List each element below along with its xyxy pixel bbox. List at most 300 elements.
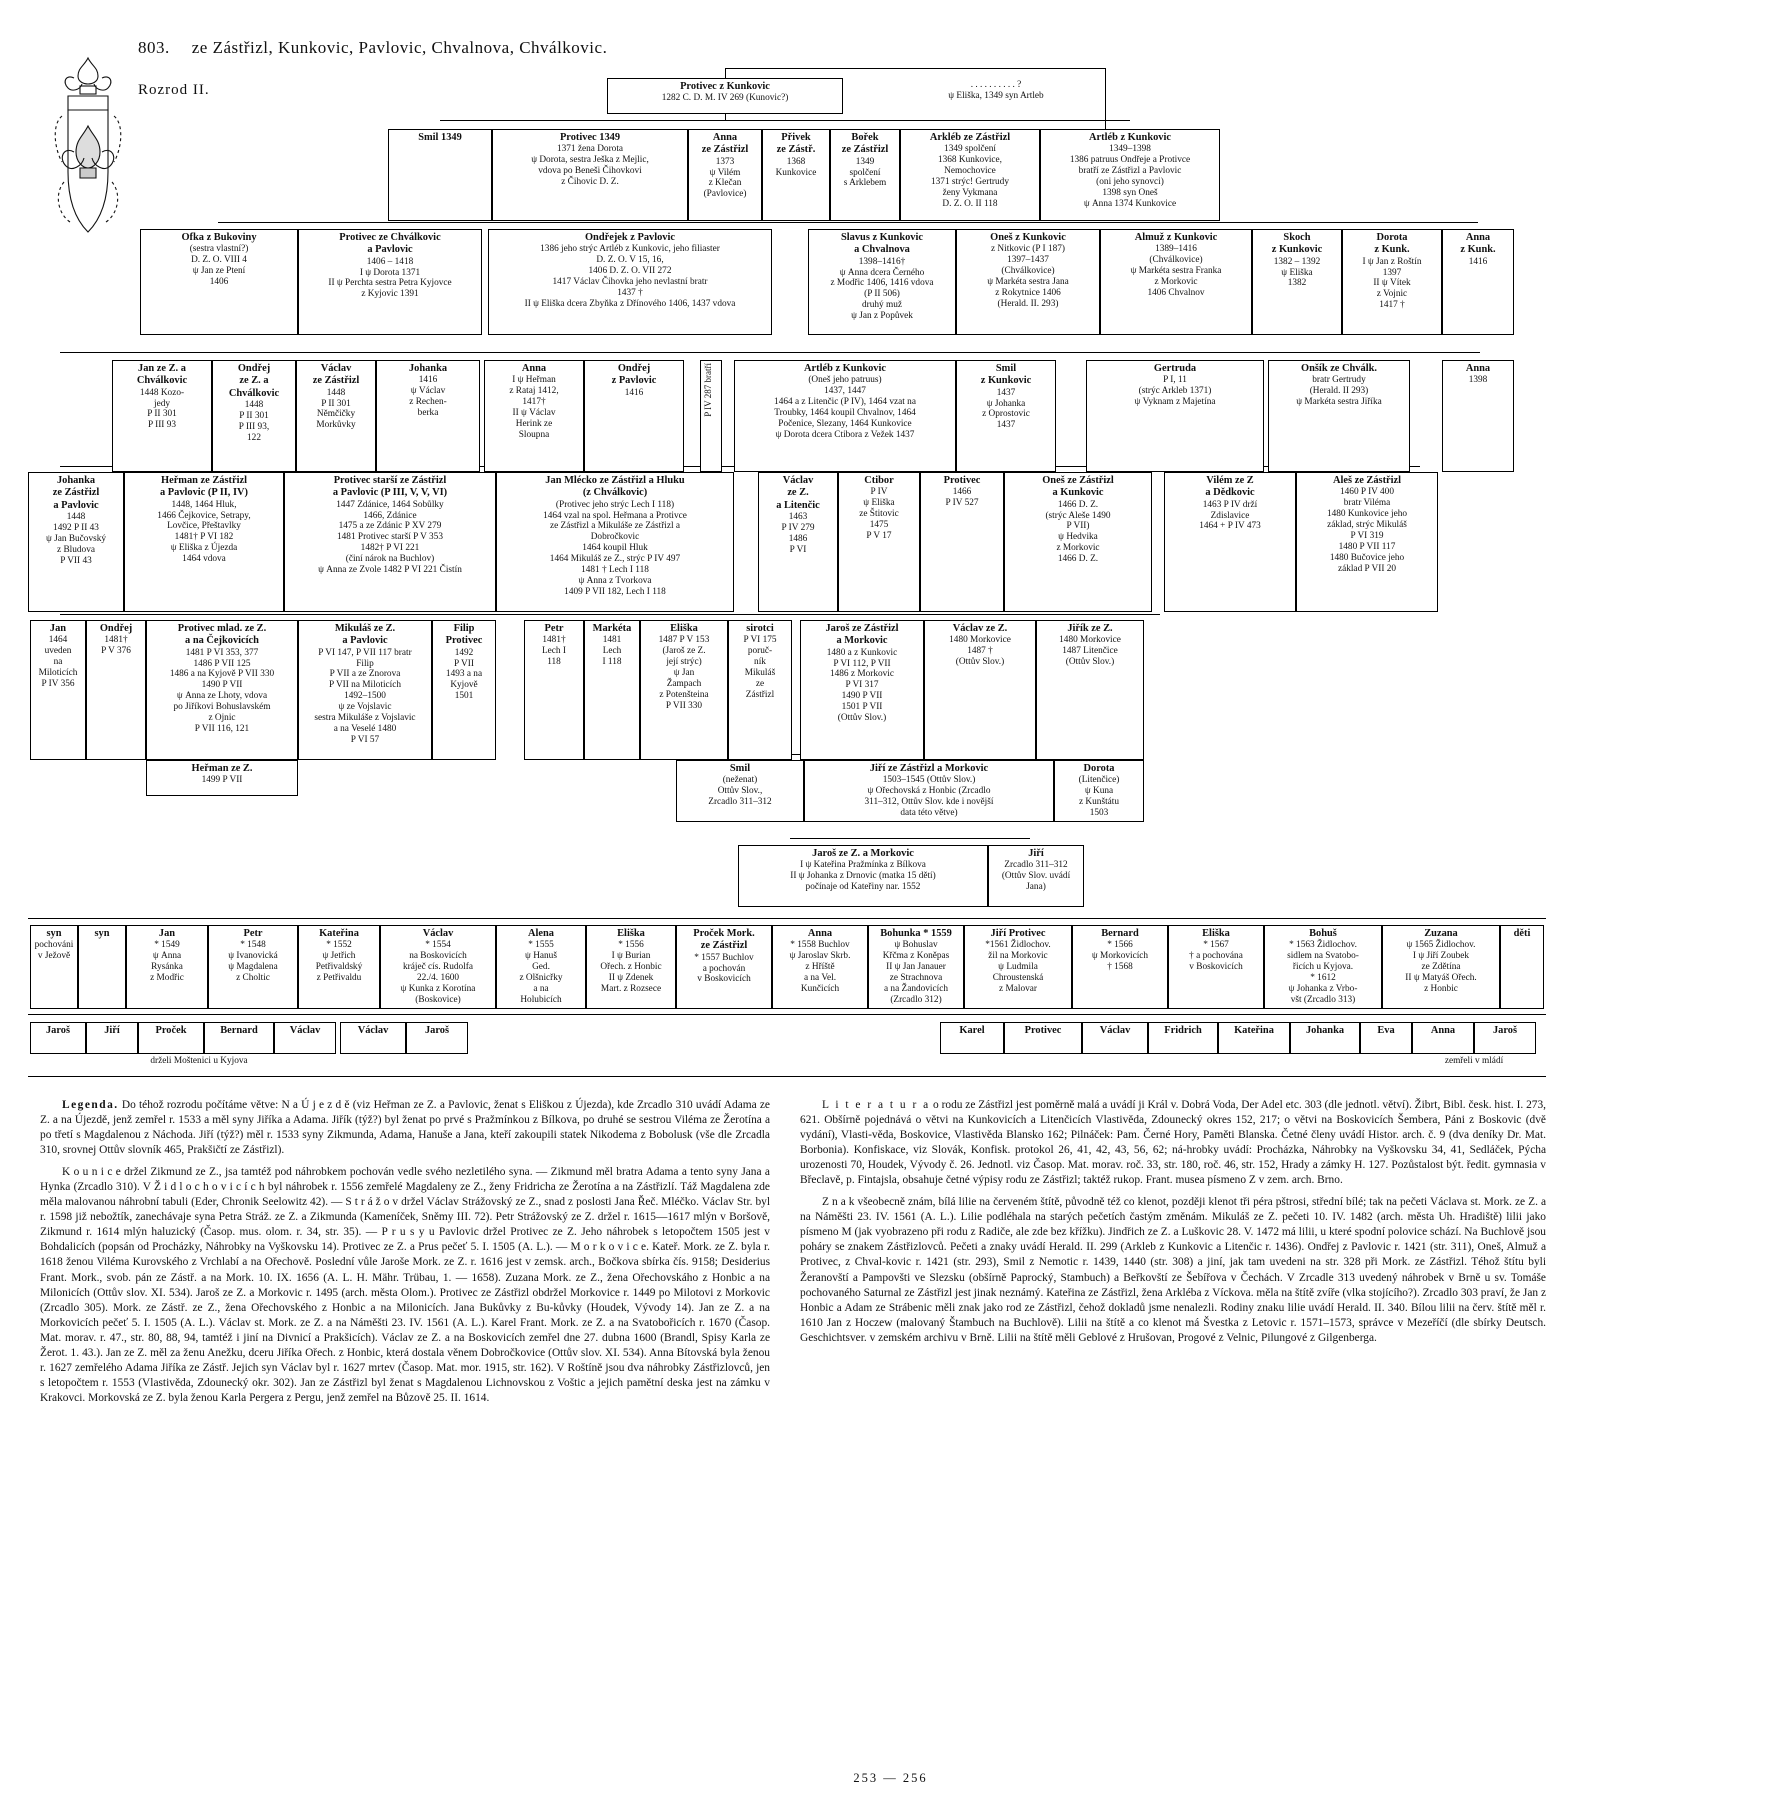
person-detail: ze Zástřizl a Mikuláše ze Zástřizl a (549, 521, 681, 532)
person-detail: P VI 112, P VII (833, 658, 891, 669)
person-detail: ψ Anna ze Zvole 1482 P VI 221 Čistín (318, 565, 462, 576)
person-name: Smil (729, 763, 751, 774)
person-name: Bohunka * 1559 (880, 928, 952, 939)
person-detail: ψ Jaroslav Skrb. (789, 951, 851, 962)
legend-paragraph: Do téhož rozrodu počítáme větve: N a Ú j e z d ě (viz Heřman ze Z. a Pavlovic, ženat s Eliškou z Újezda), kde Zrcadlo 310 uvádí Adama ze Z. a na Újezdě, jenž zemřel r. 1533 a měl syny Jiříka a Adama. Jiřík (týž?) byl ženat po prvé s Pražmínkou z Bílkova, po druhé se sestrou Viléma ze Žerotína a po třetí s Magdalenou z Náchoda. Jiří (týž?) měl r. 1533 syny Zikmunda, Adama, Hanuše a Jana, kteří zakoupili statek Nikodema z Bobolusk (vše dle Zrcadla 310, srovnej Ottův slovník 465, Prakšičtí ze Zástřizl). (40, 1099, 770, 1157)
person-name: Anna (712, 132, 738, 143)
person-box-anna_b (1412, 1022, 1474, 1054)
person-name: Jaroš (1492, 1025, 1518, 1036)
person-detail: (Ottův Slov. uvádí (1001, 871, 1071, 882)
person-detail: 1466, Zdánice (363, 510, 417, 521)
person-detail: 1493 a na (445, 669, 483, 680)
person-detail: z Modřic (150, 973, 184, 984)
person-box-johanka_pavlovic (28, 472, 124, 612)
person-detail: * 1563 Židlochov. (1289, 940, 1357, 951)
page-number: 253 — 256 (853, 1771, 928, 1785)
person-detail: P VII) (1066, 521, 1090, 532)
person-detail: 1481† (542, 635, 566, 646)
person-detail: P VII na Miloticích (328, 680, 402, 691)
person-name: ze Zástřizl (312, 375, 360, 387)
connector (790, 838, 1030, 839)
person-detail: ψ Anna 1374 Kunkovice (1083, 199, 1177, 210)
person-box-eliska1567 (1168, 925, 1264, 1009)
person-box-ctibor (838, 472, 920, 612)
person-detail: z Kunštátu (1078, 797, 1120, 808)
connector (725, 68, 1105, 69)
person-detail: ψ Eliška (863, 498, 895, 509)
person-detail: ψ Anna z Tvorkova (578, 576, 652, 587)
person-detail: I ψ Heřman (512, 375, 556, 386)
person-name: Václav (782, 475, 814, 486)
person-detail: 1282 C. D. M. IV 269 (Kunovic?) (661, 93, 789, 104)
person-detail: bratří ze Zástřizl a Pavlovic (1078, 166, 1182, 177)
person-box-vaclav_ze_zastrizl (296, 360, 376, 472)
person-detail: II ψ Johanka z Drnovic (matka 15 dětí) (790, 871, 936, 882)
person-name: Anna (1465, 363, 1491, 374)
person-detail: P V 17 (866, 531, 892, 542)
person-detail: ψ Jan Bučovský (45, 533, 107, 544)
person-detail: a na (533, 984, 549, 995)
person-detail: I ψ Jan z Roštín (1362, 256, 1422, 267)
person-name: Václav (320, 363, 352, 374)
person-detail: * 1567 (1203, 940, 1229, 951)
person-detail: (Pavlovice) (703, 189, 747, 200)
person-detail: (Chválkovice) (1001, 266, 1055, 277)
person-box-jaros_b (30, 1022, 86, 1054)
person-name: děti (1513, 928, 1531, 939)
person-name: Ondřejek z Pavlovic (584, 232, 676, 243)
person-detail: 1486 z Morkovic (829, 669, 895, 680)
person-detail: ψ Vilém (709, 167, 741, 178)
person-detail: 1480 a z Kunkovic (826, 647, 898, 658)
person-detail: * 1612 (1310, 973, 1336, 984)
person-detail: na Boskovicích (409, 951, 467, 962)
person-detail: 1466 Čejkovice, Setrapy, (157, 510, 251, 521)
person-box-eva_b (1360, 1022, 1412, 1054)
person-detail: ψ Ludmila (998, 962, 1038, 973)
person-name: a Pavlovic (367, 244, 413, 256)
person-detail: † 1568 (1107, 962, 1133, 973)
connector (725, 68, 726, 78)
person-detail: Lech (602, 646, 622, 657)
person-detail: † a pochována (1189, 951, 1243, 962)
person-name: Skoch (1283, 232, 1311, 243)
person-detail: 1373 (715, 156, 735, 167)
person-name: Eva (1377, 1025, 1395, 1036)
person-detail: 1406 D. Z. O. VII 272 (588, 266, 672, 277)
person-detail: (činí nárok na Buchlov) (345, 554, 435, 565)
person-detail: 1503–1545 (Ottův Slov.) (882, 775, 976, 786)
person-detail: (Ottův Slov.) (955, 657, 1005, 668)
person-detail: P IV 527 (945, 498, 979, 509)
person-name: Smil (995, 363, 1017, 374)
person-box-petr1481 (524, 620, 584, 760)
person-detail: Filip (356, 658, 374, 669)
person-detail: (Ottův Slov.) (837, 713, 887, 724)
person-detail: *1561 Židlochov. (985, 940, 1051, 951)
person-detail: 1466 (952, 487, 972, 498)
person-detail: vdova po Beneši Čihovkovi (538, 166, 642, 177)
person-detail: data této větve) (900, 808, 958, 819)
person-detail: a na Veselé 1480 (333, 724, 397, 735)
person-detail: ψ Kuna (1084, 786, 1114, 797)
rozrod-label: Rozrod II. (138, 82, 210, 98)
person-detail: základ, strýc Mikuláš (1327, 520, 1407, 531)
person-detail: 1371 strýc! Gertrudy (931, 177, 1009, 188)
person-name: Slavus z Kunkovic (841, 232, 923, 243)
divider (28, 1014, 1546, 1015)
person-detail: z Nitkovic (P I 187) (990, 244, 1066, 255)
person-name: Arkléb ze Zástřizl (929, 132, 1011, 143)
person-detail: z Potenšteina (659, 690, 709, 701)
person-name: Protivec (943, 475, 981, 486)
person-name: Anna (1465, 232, 1491, 243)
person-name: Heřman ze Z. (191, 763, 253, 774)
person-box-vaclav1554 (380, 925, 496, 1009)
person-name: Johanka (408, 363, 448, 374)
person-detail: z Olšnicřky (519, 973, 563, 984)
person-name: sirotci (746, 623, 774, 634)
person-detail: (Ottův Slov.) (1065, 657, 1115, 668)
person-name: Jaroš (424, 1025, 450, 1036)
person-name: Petr (243, 928, 263, 939)
person-detail: ze Strachnova (889, 973, 943, 984)
connector (60, 614, 1160, 615)
person-box-arkleb_zastrizl (900, 129, 1040, 221)
person-name: Heřman ze Zástřizl (161, 475, 247, 486)
person-detail: P IV (870, 487, 888, 498)
person-box-jan_ze_z (112, 360, 212, 472)
person-detail: Petřivaldský (315, 962, 363, 973)
person-detail: 1464 vdova (182, 554, 226, 565)
person-detail: 1437 † (617, 288, 643, 299)
person-detail: 1486 a na Kyjově P VII 330 (169, 669, 275, 680)
person-name: Dorota (1083, 763, 1115, 774)
person-detail: Ořech. z Honbic (600, 962, 662, 973)
person-detail: 1397 (1382, 267, 1402, 278)
person-detail: základ P VII 20 (1337, 564, 1397, 575)
person-box-vaclav_b3 (1082, 1022, 1148, 1054)
person-name: a Morkovic (836, 635, 888, 647)
person-box-smil_nezenat (676, 760, 804, 822)
person-name: Kateřina (319, 928, 359, 939)
person-name: Anna (807, 928, 833, 939)
person-detail: 1501 P VII (841, 702, 883, 713)
legend-right (800, 1098, 1546, 1353)
person-detail: Lovčice, Přeštavlky (167, 521, 241, 532)
person-detail: ψ Jan (673, 668, 695, 679)
person-box-ondrejek (488, 229, 772, 335)
vertical-note: P IV 287 bratří (703, 363, 713, 417)
person-name: ze Z. a (239, 375, 269, 387)
person-detail: Zrcadlo 311–312 (1004, 860, 1068, 871)
person-detail: P VI 319 (1350, 531, 1384, 542)
person-box-almuz (1100, 229, 1252, 335)
person-box-dots_eliska (890, 78, 1102, 114)
person-detail: (strýc Arkleb 1371) (1138, 386, 1212, 397)
person-name: Vilém ze Z (1206, 475, 1254, 486)
person-detail: ψ Dorota, sestra Ješka z Mejlic, (531, 155, 649, 166)
person-name: Ondřej (617, 363, 651, 374)
person-detail: P VII 330 (665, 701, 703, 712)
person-detail: 1448 Kozo- (139, 387, 185, 398)
person-detail: 1448 (66, 511, 86, 522)
person-name: Artléb z Kunkovic (804, 363, 886, 374)
person-name: Ondřej (99, 623, 133, 634)
person-detail: ψ Anna ze Lhoty, vdova (176, 691, 268, 702)
person-detail: 1398 syn Oneš (1102, 188, 1158, 199)
person-detail: 1480 P VII 117 (1338, 542, 1396, 553)
person-box-slavus (808, 229, 956, 335)
person-detail: 1463 P IV drží (1202, 499, 1258, 510)
person-detail: * 1558 Buchlov (790, 940, 850, 951)
person-detail: D. Z. O. II 118 (942, 199, 998, 210)
person-box-anna_herman (484, 360, 584, 472)
person-detail: II ψ Jan Janauer (886, 962, 946, 973)
person-box-dorota_litencice (1054, 760, 1144, 822)
person-box-anna1558 (772, 925, 868, 1009)
person-detail: ψ 1565 Židlochov. (1406, 940, 1476, 951)
person-detail: 1382 – 1392 (1273, 256, 1321, 267)
person-name: Smil 1349 (418, 132, 462, 143)
person-name: Proček Mork. (693, 928, 755, 939)
person-box-privek (762, 129, 830, 221)
person-detail: P VI 317 (845, 680, 879, 691)
person-detail: P VI 147, P VII 117 bratr (318, 647, 412, 658)
connector (60, 352, 1480, 353)
person-box-ones_kunkovic2 (1004, 472, 1152, 612)
person-detail: 1448, 1464 Hluk, (171, 499, 237, 510)
person-detail: z Petřivaldu (316, 973, 362, 984)
person-detail: drželi Moštenici u Kyjova (150, 1056, 248, 1066)
person-detail: Ged. (532, 962, 550, 973)
person-detail: 1464 a z Litenčic (P IV), 1464 vzat na (774, 397, 916, 408)
person-box-jaros_b2 (406, 1022, 468, 1054)
person-detail: 1503 (1089, 808, 1109, 819)
person-box-onsik (1268, 360, 1410, 472)
person-name: Václav ze Z. (952, 623, 1008, 634)
person-name: Václav (289, 1025, 321, 1036)
person-name: Filip (453, 623, 475, 634)
person-name: Johanka (1305, 1025, 1345, 1036)
person-box-sirotci (728, 620, 792, 760)
person-name: ze Zástřizl (700, 940, 748, 952)
person-detail: spolčení (849, 167, 881, 178)
person-detail: II ψ Eliška dcera Zbyňka z Dřínového 1406, 1437 vdova (524, 299, 736, 310)
person-box-eliska1556 (586, 925, 676, 1009)
person-detail: 1490 P VII (841, 691, 883, 702)
person-detail: ψ Jetřich (322, 951, 356, 962)
person-detail: P III 93, (238, 421, 270, 432)
person-detail: 1437 (996, 387, 1016, 398)
person-detail: 1406 (209, 277, 229, 288)
person-detail: v Boskovicích (1189, 962, 1243, 973)
person-detail: z Čihovic D. Z. (561, 177, 619, 188)
person-box-filip_protivec (432, 620, 496, 760)
person-name: Jiří ze Zástřizl a Morkovic (869, 763, 989, 774)
person-detail: 1417 † (1379, 300, 1405, 311)
person-detail: z Vojnic (1376, 289, 1408, 300)
person-name: a Pavlovic (342, 635, 388, 647)
person-detail: * 1556 (618, 940, 644, 951)
person-box-ales_zastrizl (1296, 472, 1438, 612)
person-name: Oneš z Kunkovic (990, 232, 1066, 243)
divider (28, 918, 1546, 919)
person-detail: 1464 Mikuláš ze Z., strýc P IV 497 (549, 554, 681, 565)
person-detail: P VII 116, 121 (194, 724, 250, 735)
person-name: Přivek (781, 132, 811, 143)
person-detail: na (53, 657, 63, 668)
person-detail: uveden (44, 646, 72, 657)
person-box-herman1499 (146, 760, 298, 796)
person-detail: bratr Gertrudy (1312, 375, 1366, 386)
person-detail: řicích u Kyjova. (1292, 962, 1354, 973)
person-box-ondrej_ze_z (212, 360, 296, 472)
person-detail: 1416 (1468, 256, 1488, 267)
person-detail: 1386 jeho strýc Artléb z Kunkovic, jeho filiaster (540, 244, 720, 255)
person-detail: I ψ Burian (611, 951, 651, 962)
person-detail: 1448 (244, 399, 264, 410)
person-box-jan1464 (30, 620, 86, 760)
person-detail: P VI (789, 544, 807, 555)
person-detail: Kyjově (450, 680, 478, 691)
person-detail: * 1557 Buchlov (694, 952, 754, 963)
person-detail: 1464 + P IV 473 (1199, 521, 1261, 532)
person-detail: Ottův Slov., (717, 786, 763, 797)
person-box-ones_kunkovic (956, 229, 1100, 335)
legend-heading: Legenda. (62, 1099, 119, 1111)
person-name: Protivec (1024, 1025, 1062, 1036)
person-detail: Jana) (1026, 882, 1046, 893)
person-detail: 1397–1437 (1007, 255, 1049, 266)
person-box-jan_mlecko (496, 472, 734, 612)
person-detail: ψ Eliška z Újezda (170, 543, 238, 554)
entry-number: 803. (138, 38, 170, 57)
person-name: Jiří (1028, 848, 1044, 859)
person-detail: (strýc Aleše 1490 (1045, 510, 1111, 521)
person-detail: P IV 279 (781, 522, 815, 533)
person-name: syn (94, 928, 110, 939)
person-detail: její strýc) (666, 657, 702, 668)
person-name: a na Čejkovicích (185, 635, 259, 647)
person-detail: 1349 spolčení (944, 144, 996, 155)
person-box-ofka (140, 229, 298, 335)
person-detail: Chroustenská (992, 973, 1044, 984)
person-name: Dorota (1376, 232, 1408, 243)
person-detail: P III 93 (147, 420, 177, 431)
person-detail: ψ Eliška, 1349 syn Artleb (948, 90, 1044, 101)
person-detail: v Boskovicích (697, 974, 751, 985)
person-name: Jaroš (45, 1025, 71, 1036)
person-detail: II ψ Matyáš Ořech. (1405, 973, 1477, 984)
person-name: a Dědkovic (1205, 487, 1255, 499)
person-detail: ník (754, 657, 766, 668)
person-detail: druhý muž (861, 300, 903, 311)
person-box-ondrej_pavlovic (584, 360, 684, 472)
person-detail: I ψ Dorota 1371 (359, 267, 421, 278)
person-detail: ψ Kunka z Korotína (400, 984, 476, 995)
person-box-protivec_mlad (146, 620, 298, 760)
person-name: Protivec z Kunkovic (680, 81, 770, 92)
person-name: z Pavlovic (611, 375, 657, 387)
person-name: a Pavlovic (53, 499, 99, 511)
person-box-syn2 (78, 925, 126, 1009)
person-detail: ψ Václav (410, 386, 446, 397)
person-name: Onšík ze Chválk. (1301, 363, 1377, 374)
person-box-fridrich_b (1148, 1022, 1218, 1054)
person-detail: ψ Jan z Popůvek (851, 311, 913, 322)
person-name: a Litenčic (776, 499, 820, 511)
person-detail: ψ ze Vojslavic (338, 702, 392, 713)
person-detail: po Jiříkovi Bohuslavském (173, 702, 271, 713)
person-detail: 1486 P VII 125 (193, 658, 251, 669)
person-detail: P II 301 (239, 410, 269, 421)
person-box-syn1 (30, 925, 78, 1009)
person-detail: (Oneš jeho patruus) (808, 375, 882, 386)
person-box-deti (1500, 925, 1544, 1009)
person-box-bernard_b (204, 1022, 274, 1054)
person-detail: sidlem na Svatobo- (1287, 951, 1359, 962)
person-detail: sestra Mikuláše z Vojslavic (314, 713, 416, 724)
person-name: Eliška (670, 623, 698, 634)
person-detail: 1416 (624, 387, 644, 398)
person-box-petr1548 (208, 925, 298, 1009)
person-detail: 1398 (1468, 375, 1488, 386)
person-box-vilem_dedkovic (1164, 472, 1296, 612)
person-detail: ψ Ivanovická (228, 951, 278, 962)
person-detail: II ψ Václav (512, 408, 556, 419)
person-detail: 118 (547, 657, 561, 668)
person-detail: Sloupna (518, 430, 550, 441)
person-name: Ctibor (864, 475, 894, 486)
person-name: ze Zástřizl (52, 487, 100, 499)
person-detail: 1475 a ze Zdánic P XV 279 (338, 521, 442, 532)
person-detail: (P II 506) (864, 289, 900, 300)
person-box-protivec1466 (920, 472, 1004, 612)
person-detail: Troubky, 1464 koupil Chvalnov, 1464 (774, 408, 916, 419)
person-name: Jiřík ze Z. (1067, 623, 1113, 634)
person-name: Bernard (1101, 928, 1139, 939)
person-detail: 1499 P VII (201, 775, 243, 786)
person-detail: ψ Bohuslav (894, 940, 938, 951)
coat-of-arms (44, 52, 132, 262)
person-box-protivec_starsi (284, 472, 496, 612)
person-detail: z Morkovic (1154, 277, 1198, 288)
person-detail: (Herald. II. 293) (997, 299, 1059, 310)
person-detail: ψ Eliška (1281, 267, 1313, 278)
person-detail: 1437, 1447 (824, 386, 866, 397)
person-name: Bernard (220, 1025, 258, 1036)
connector (218, 222, 1478, 223)
person-detail: z Modřic 1406, 1416 vdova (830, 278, 934, 289)
person-detail: z Bludova (57, 544, 95, 555)
person-detail: II ψ Vítek (1373, 278, 1411, 289)
person-box-vaclav_litencic (758, 472, 838, 612)
person-detail: * 1554 (425, 940, 451, 951)
person-name: Chválkovic (228, 387, 280, 399)
person-box-jiri_morkovic (804, 760, 1054, 822)
person-detail: 1447 Zdánice, 1464 Sobůlky (336, 499, 444, 510)
person-detail: z Oprostovic (982, 409, 1030, 420)
person-box-anna_kunk (1442, 229, 1514, 335)
person-detail: 1463 (788, 511, 808, 522)
person-detail: zemřeli v mládí (1444, 1056, 1504, 1066)
person-detail: a na Žandovicích (883, 984, 949, 995)
person-box-vaclav_morkovice (924, 620, 1036, 760)
person-detail: ψ Markéta sestra Jana (987, 277, 1069, 288)
person-name: z Kunk. (1460, 244, 1496, 256)
person-name: ze Zástř. (776, 144, 816, 156)
